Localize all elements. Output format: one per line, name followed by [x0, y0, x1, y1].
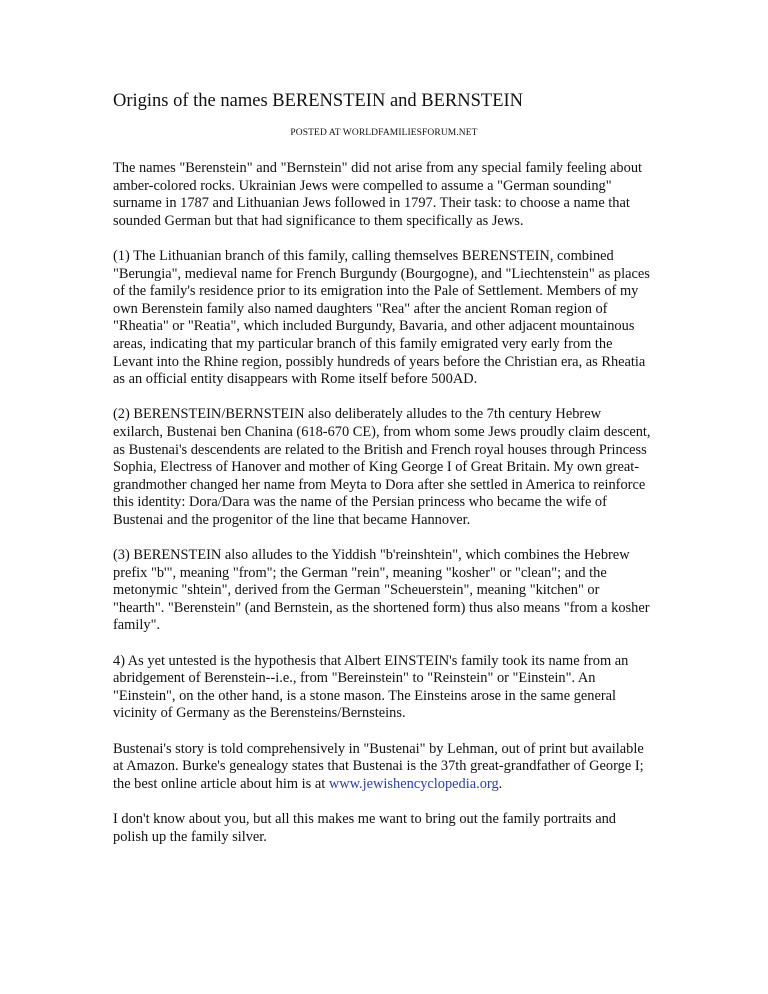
paragraph-bustenai-story — [113, 741, 653, 794]
article-body — [113, 160, 653, 864]
paragraph-closing: I don't know about you, but all this makes me want to bring out the family portraits and polish up the family silver. — [113, 810, 616, 845]
page-title: Origins of the names BERENSTEIN and BERNSTEIN — [113, 91, 524, 111]
bustenai-story-period: . — [498, 775, 503, 792]
jewishencyclopedia-link[interactable]: www.jewishencyclopedia.org — [328, 775, 499, 792]
paragraph-bustenai-allusion: (2) BERENSTEIN/BERNSTEIN also deliberately alludes to the 7th century Hebrew exilarch, Bustenai ben Chanina (618-670 CE), from whom some Jews proudly claim descent, as Bustenai's descendents are related to the British and French royal houses through Princess Sophia, Electress of Hanover and mother of King George I of Great Britain. My own great-grandmother changed her name from Meyta to Dora after she settled in America to reinforce this identity: Dora/Dara was the name of the Persian princess who became the wife of Bustenai and the progenitor of the line that became Hannover. — [113, 406, 651, 528]
paragraph-yiddish-allusion: (3) BERENSTEIN also alludes to the Yiddish "b'reinshtein", which combines the Hebrew prefix "b'", meaning "from"; the German "rein", meaning "kosher" or "clean"; and the metonymic "shtein", derived from the German "Scheuerstein", meaning "kitchen" or "hearth". "Berenstein" (and Bernstein, as the shortened form) thus also means "from a kosher family". — [113, 547, 650, 634]
posted-at-line: POSTED AT WORLDFAMILIESFORUM.NET — [290, 128, 478, 138]
bustenai-story-text: Bustenai's story is told comprehensively in "Bustenai" by Lehman, out of print but available at Amazon. Burke's genealogy states that Bustenai is the 37th great-grandfather of George I; the best online article about him is at — [113, 740, 644, 792]
paragraph-intro: The names "Berenstein" and "Bernstein" did not arise from any special family feeling about amber-colored rocks. Ukrainian Jews were compelled to assume a "German sounding" surname in 1787 and Lithuanian Jews followed in 1797. Their task: to choose a name that sounded German but that had significance to them specifically as Jews. — [113, 160, 643, 229]
paragraph-einstein-hypothesis: 4) As yet untested is the hypothesis that Albert EINSTEIN's family took its name from an abridgement of Berenstein--i.e., from "Bereinstein" to "Reinstein" or "Einstein". An "Einstein", on the other hand, is a stone mason. The Einsteins arose in the same general vicinity of Germany as the Berensteins/Bernsteins. — [113, 652, 629, 722]
paragraph-lithuanian-branch: (1) The Lithuanian branch of this family, calling themselves BERENSTEIN, combined "Berungia", medieval name for French Burgundy (Bourgogne), and "Liechtenstein" as places of the family's residence prior to its emigration into the Pale of Settlement. Members of my own Berenstein family also named daughters "Rea" after the ancient Roman region of "Rheatia" or "Reatia", which included Burgundy, Bavaria, and other adjacent mountainous areas, indicating that my particular branch of this family emigrated very early from the Levant into the Rhine region, possibly hundreds of years before the Christian era, as Rheatia as an official entity disappears with Rome itself before 500AD. — [113, 247, 650, 388]
